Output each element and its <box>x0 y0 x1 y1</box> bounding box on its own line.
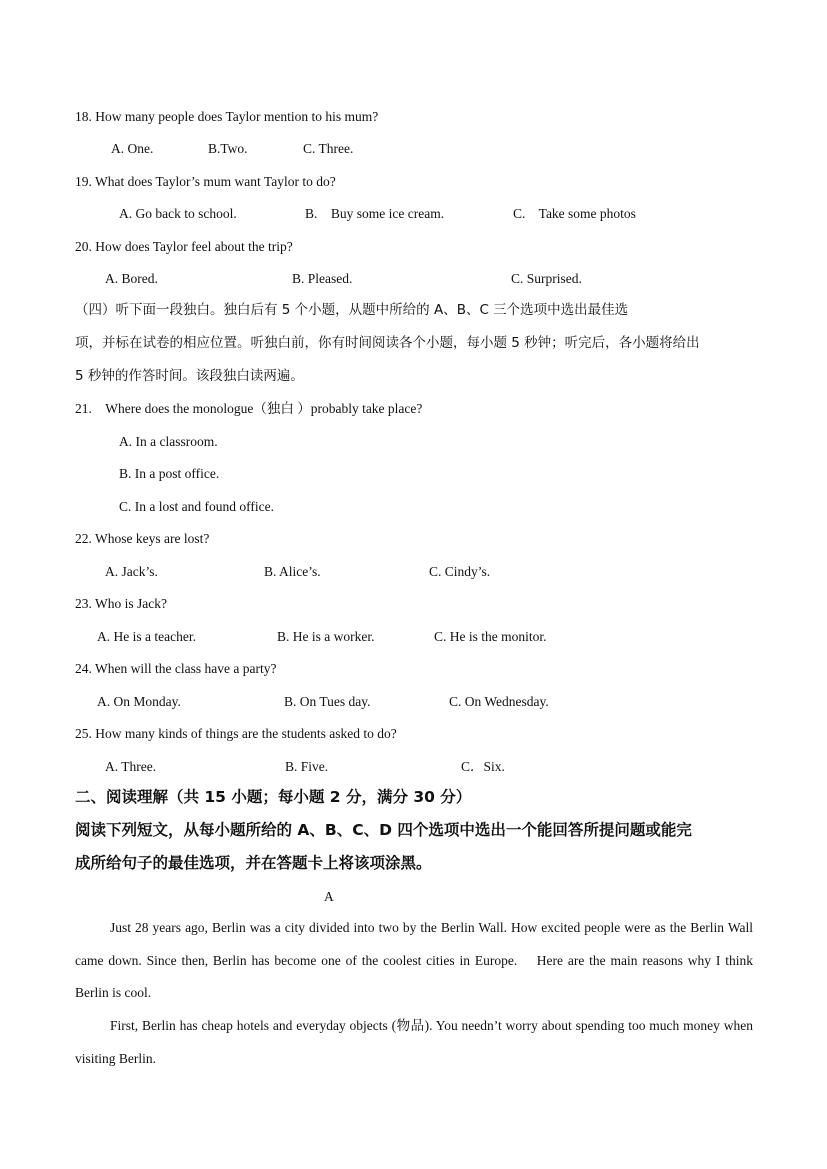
question-25 <box>75 727 397 741</box>
passage-paragraph-1 <box>75 912 757 1010</box>
option-b[interactable]: B. Buy some ice cream. <box>305 206 445 221</box>
option-c[interactable]: C. Three. <box>303 141 354 156</box>
option-c[interactable]: C. Take some photos <box>513 206 636 221</box>
passage-paragraph-2 <box>75 1010 753 1075</box>
option-a[interactable]: A. Three. <box>105 759 157 774</box>
option-b[interactable]: B.Two. <box>208 141 248 156</box>
option-c[interactable]: C. He is the monitor. <box>434 629 547 644</box>
question-24 <box>75 662 276 676</box>
paragraph-text: First, Berlin has cheap hotels and everyday objects (物品). You needn’t worry about spending too much money when visiting Berlin. <box>75 1018 753 1066</box>
option-a[interactable]: A. On Monday. <box>97 694 181 709</box>
section-instruction-line-1: （四）听下面一段独白。独白后有 5 个小题，从题中所给的 A、B、C 三个选项中选出最佳选 <box>75 302 629 318</box>
option-b[interactable]: B. He is a worker. <box>277 629 375 644</box>
question-number: 23. <box>75 596 92 611</box>
question-22 <box>75 532 209 546</box>
option-c[interactable]: C. Cindy’s. <box>429 564 491 579</box>
question-number: 24. <box>75 661 92 676</box>
option-a[interactable]: A. Jack’s. <box>105 564 158 579</box>
option-c[interactable]: C. Surprised. <box>511 271 582 286</box>
question-text: What does Taylor’s mum want Taylor to do? <box>95 174 336 189</box>
question-19 <box>75 175 336 189</box>
question-number: 20. <box>75 239 92 254</box>
option-a[interactable]: A. Bored. <box>105 271 158 286</box>
option-a[interactable]: A. In a classroom. <box>119 434 218 449</box>
option-a[interactable]: A. He is a teacher. <box>97 629 196 644</box>
reading-instruction-line-2: 成所给句子的最佳选项，并在答题卡上将该项涂黑。 <box>75 854 432 872</box>
question-text: How does Taylor feel about the trip? <box>95 239 293 254</box>
option-c[interactable]: C. On Wednesday. <box>449 694 549 709</box>
option-b[interactable]: B. Pleased. <box>292 271 353 286</box>
section-heading: 二、阅读理解（共 15 小题；每小题 2 分，满分 30 分） <box>75 788 472 806</box>
question-number: 19. <box>75 174 92 189</box>
question-number: 25. <box>75 726 92 741</box>
question-number: 18. <box>75 109 92 124</box>
option-c[interactable]: C. In a lost and found office. <box>119 499 274 514</box>
question-number: 22. <box>75 531 92 546</box>
question-21 <box>75 402 422 416</box>
question-number: 21. <box>75 401 92 416</box>
option-a[interactable]: A. One. <box>111 141 154 156</box>
question-text: How many kinds of things are the students asked to do? <box>95 726 397 741</box>
question-text: Who is Jack? <box>95 596 167 611</box>
section-instruction-line-3: 5 秒钟的作答时间。该段独白读两遍。 <box>75 368 304 384</box>
question-text: Whose keys are lost? <box>95 531 210 546</box>
section-instruction-line-2: 项，并标在试卷的相应位置。听独白前，你有时间阅读各个小题，每小题 5 秒钟；听完后，各小题将给出 <box>75 335 700 351</box>
option-c[interactable]: C．Six. <box>461 759 505 774</box>
question-text: Where does the monologue（独白 ）probably take place? <box>105 401 423 416</box>
paragraph-text: Just 28 years ago, Berlin was a city divided into two by the Berlin Wall. How excited people were as the Berlin Wall came down. Since then, Berlin has become one of the coolest cities in Europe. Here are the main reasons why I think Berlin is cool. <box>75 920 757 1000</box>
question-text: When will the class have a party? <box>95 661 277 676</box>
option-a[interactable]: A. Go back to school. <box>119 206 237 221</box>
question-text: How many people does Taylor mention to his mum? <box>95 109 379 124</box>
option-b[interactable]: B. On Tues day. <box>284 694 371 709</box>
option-b[interactable]: B. Alice’s. <box>264 564 321 579</box>
question-23 <box>75 597 167 611</box>
passage-label: A <box>324 889 334 904</box>
question-20 <box>75 240 293 254</box>
option-b[interactable]: B. In a post office. <box>119 466 220 481</box>
question-18 <box>75 110 378 124</box>
option-b[interactable]: B. Five. <box>285 759 329 774</box>
reading-instruction-line-1: 阅读下列短文，从每小题所给的 A、B、C、D 四个选项中选出一个能回答所提问题或能完 <box>75 821 692 839</box>
